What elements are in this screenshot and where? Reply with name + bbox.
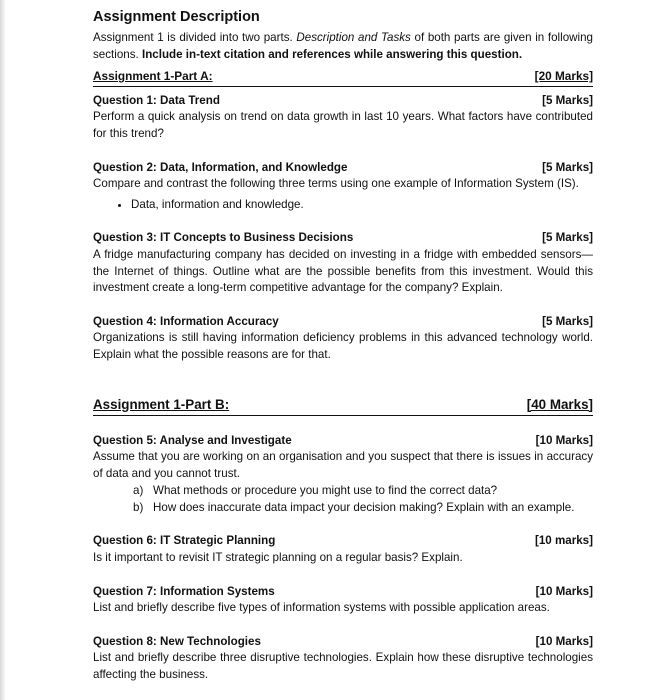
question-title: Question 5: Analyse and Investigate <box>93 433 292 447</box>
question-title: Question 2: Data, Information, and Knowledge <box>93 160 348 174</box>
question-2 <box>93 160 593 214</box>
intro-paragraph <box>93 30 593 63</box>
question-marks: [10 Marks] <box>535 634 593 648</box>
question-5 <box>93 433 593 517</box>
sub-question-text: What methods or procedure you might use to find the correct data? <box>153 484 498 498</box>
question-title: Question 1: Data Trend <box>93 93 220 107</box>
question-title: Question 3: IT Concepts to Business Decisions <box>93 231 354 245</box>
list-item <box>133 483 593 500</box>
sub-question-text: How does inaccurate data impact your decision making? Explain with an example. <box>153 500 575 514</box>
question-marks: [5 Marks] <box>542 231 593 245</box>
question-body: Is it important to revisit IT strategic planning on a regular basis? Explain. <box>93 551 463 565</box>
intro-text-mid: of both parts are given in following sections. <box>93 31 593 61</box>
sub-question-list <box>93 483 593 516</box>
page-title: Assignment Description <box>93 9 260 25</box>
question-3 <box>93 230 593 296</box>
question-title: Question 8: New Technologies <box>93 634 261 648</box>
part-a-marks: [20 Marks] <box>534 69 593 84</box>
list-marker: a) <box>133 484 144 498</box>
question-marks: [10 marks] <box>534 534 593 548</box>
part-b-label: Assignment 1-Part B: <box>93 396 230 412</box>
question-marks: [10 Marks] <box>535 433 593 447</box>
question-title: Question 6: IT Strategic Planning <box>93 534 276 548</box>
question-marks: [5 Marks] <box>542 314 593 328</box>
intro-text-start: Assignment 1 is divided into two parts. <box>93 31 297 44</box>
question-title: Question 7: Information Systems <box>93 584 275 598</box>
question-body: Assume that you are working on an organisation and you suspect that there is issues in accuracy of data and you cannot trust. <box>93 450 593 480</box>
question-1 <box>93 93 593 143</box>
question-body: Compare and contrast the following three terms using one example of Information System (IS). <box>93 177 579 191</box>
list-marker: b) <box>133 500 144 514</box>
bullet-list <box>93 197 593 214</box>
part-a-heading <box>93 68 593 87</box>
document-page <box>93 8 593 684</box>
question-marks: [5 Marks] <box>542 93 593 107</box>
question-body: List and briefly describe five types of information systems with possible application areas. <box>93 601 550 615</box>
list-item <box>133 500 593 517</box>
list-item: • Data, information and knowledge. <box>131 197 593 214</box>
question-body: A fridge manufacturing company has decided on investing in a fridge with embedded sensors—the Internet of things. Outline what are the possible benefits from this investment. Would this investment create a long-term competitive advantage for the company? Explain. <box>93 247 593 295</box>
part-b-heading <box>93 396 593 416</box>
page-shadow-edge <box>0 0 6 700</box>
question-4 <box>93 314 593 364</box>
question-body: Organizations is still having information deficiency problems in this advanced technology world. Explain what the possible reasons are for that. <box>93 331 593 361</box>
part-b-marks: [40 Marks] <box>526 396 593 412</box>
part-a-label: Assignment 1-Part A: <box>93 69 213 84</box>
question-marks: [5 Marks] <box>542 160 593 174</box>
question-body: List and briefly describe three disruptive technologies. Explain how these disruptive technologies affecting the business. <box>93 651 593 682</box>
question-7 <box>93 584 593 617</box>
question-body: Perform a quick analysis on trend on data growth in last 10 years. What factors have contributed for this trend? <box>93 110 593 140</box>
question-8 <box>93 634 593 684</box>
intro-italic: Description and Tasks <box>296 31 411 44</box>
question-6 <box>93 533 593 566</box>
intro-bold: Include in-text citation and references while answering this question. <box>141 47 523 61</box>
question-marks: [10 Marks] <box>535 584 593 598</box>
question-title: Question 4: Information Accuracy <box>93 314 279 328</box>
